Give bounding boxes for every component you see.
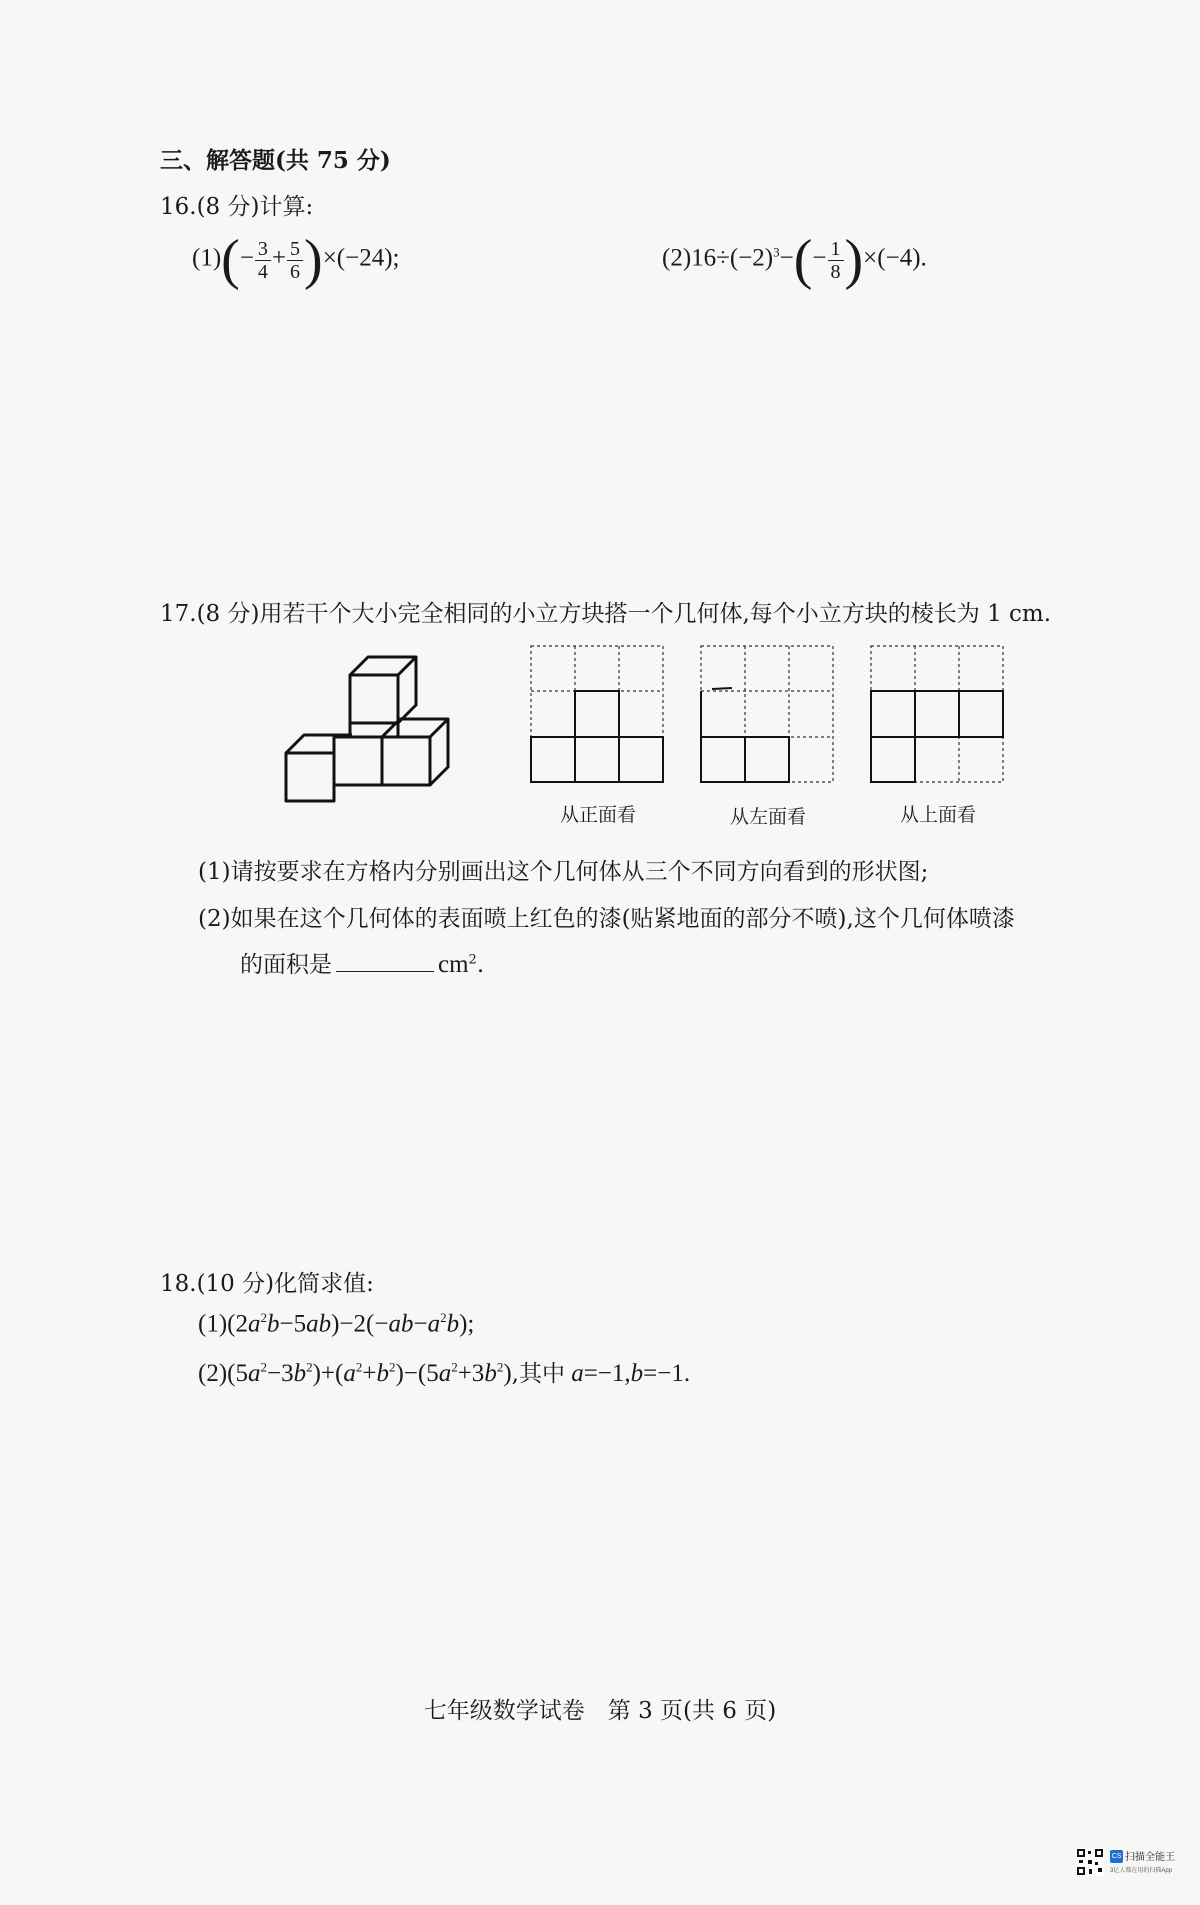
- paren-open: (: [793, 229, 813, 291]
- paren-close: ): [304, 229, 323, 291]
- q17-unit-exp: 2: [468, 952, 477, 968]
- q17-header: 17.(8 分)用若干个大小完全相同的小立方块搭一个几何体,每个小立方块的棱长为 1 cm.: [160, 601, 1052, 627]
- grid-left-view[interactable]: [700, 645, 835, 785]
- q16-p1-plus: +: [271, 244, 287, 272]
- q16-header: 16.(8 分)计算:: [160, 194, 314, 220]
- paren-open: (: [221, 229, 240, 291]
- paren-close: ): [844, 229, 864, 291]
- q16-p2-neg: −: [812, 244, 827, 272]
- scanner-watermark: [1110, 1848, 1188, 1876]
- caption-left-view: 从左面看: [729, 806, 806, 828]
- fraction-5-6: $\frac{5}{6}$: [287, 238, 303, 283]
- watermark-brand: 扫描全能王: [1125, 1852, 1175, 1863]
- q17-part2-line2: [240, 946, 484, 979]
- section-title: 三、解答题(共 75 分): [160, 147, 391, 174]
- qr-code-icon: [1076, 1848, 1104, 1876]
- watermark-sub: 3亿人都在用的扫描App: [1110, 1868, 1173, 1874]
- q18-p2-label: (2): [198, 1360, 228, 1387]
- q16-p1-tail: ×(−24);: [322, 244, 400, 272]
- q18-part1: $(1)(2a^2b-5ab)-2(-ab-a^2b)$;: [198, 1310, 475, 1338]
- q16-p2-exp: 3: [773, 244, 780, 260]
- caption-front-view: 从正面看: [559, 804, 636, 826]
- grid-top-view[interactable]: [870, 645, 1005, 785]
- q16-part1: [192, 229, 400, 291]
- q17-part1: (1)请按要求在方格内分别画出这个几何体从三个不同方向看到的形状图;: [198, 859, 929, 885]
- q16-p1-minus: −: [239, 244, 254, 272]
- q16-p2-tail: ×(−4).: [863, 244, 927, 272]
- q18-where: ,其中: [511, 1361, 565, 1387]
- q16-p2-head: 16÷(−2): [691, 244, 774, 272]
- page-footer: 七年级数学试卷 第 3 页(共 6 页): [423, 1698, 777, 1724]
- q17-part2-pre: 的面积是: [240, 952, 332, 978]
- q17-part2-line1: (2)如果在这个几何体的表面喷上红色的漆(贴紧地面的部分不喷),这个几何体喷漆: [198, 906, 1015, 932]
- grid-front-view[interactable]: [530, 645, 665, 785]
- cube-solid-figure: [280, 655, 470, 805]
- fraction-1-8: $\frac{1}{8}$: [828, 238, 844, 283]
- caption-top-view: 从上面看: [899, 804, 976, 826]
- q16-p1-label: (1): [192, 244, 222, 272]
- q16-p2-minus: −: [779, 244, 794, 272]
- q18-p1-label: (1): [198, 1310, 228, 1338]
- q18-part2: $(2)(5a^2-3b^2)+(a^2+b^2)-(5a^2+3b^2)$,其中 a=−1,b=−1.: [198, 1359, 691, 1387]
- q16-p2-label: (2): [662, 244, 692, 272]
- q16-part2: [662, 229, 927, 291]
- q18-header: 18.(10 分)化简求值:: [160, 1271, 374, 1297]
- q17-end: .: [476, 952, 485, 978]
- answer-blank[interactable]: [336, 971, 434, 972]
- fraction-3-4: $\frac{3}{4}$: [255, 238, 271, 283]
- q17-unit: cm: [438, 951, 469, 978]
- camscanner-logo-icon: CS: [1110, 1850, 1123, 1863]
